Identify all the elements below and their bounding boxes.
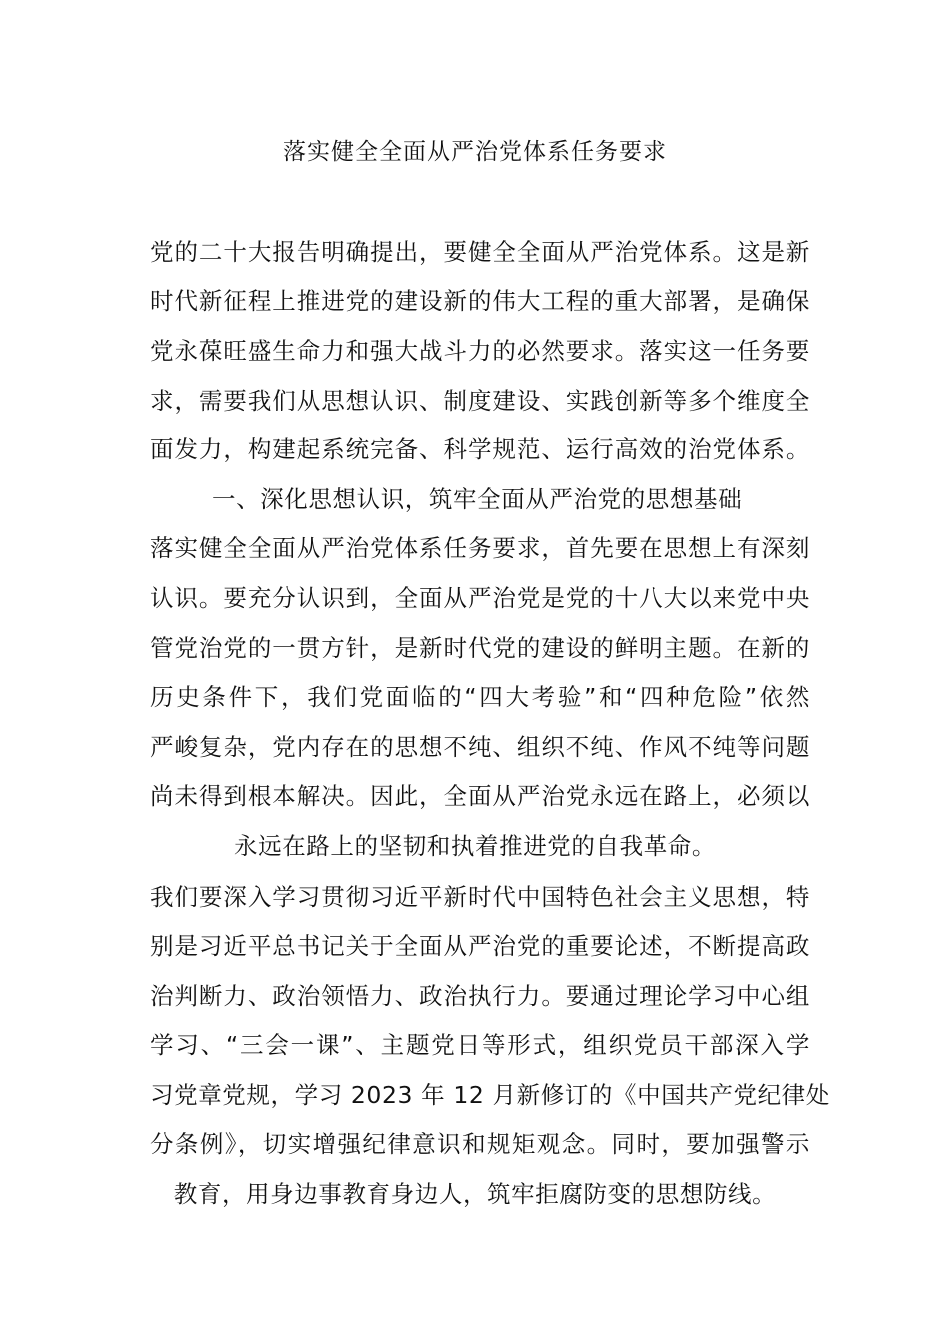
paragraph-line: 时代新征程上推进党的建设新的伟大工程的重大部署，是确保: [150, 287, 810, 315]
paragraph-line: 认识。要充分认识到，全面从严治党是党的十八大以来党中央: [150, 584, 810, 612]
paragraph-line: 面发力，构建起系统完备、科学规范、运行高效的治党体系。: [150, 435, 810, 463]
paragraph-line: 党永葆旺盛生命力和强大战斗力的必然要求。落实这一任务要: [150, 337, 810, 365]
section-heading: 一、深化思想认识，筑牢全面从严治党的思想基础: [212, 485, 743, 513]
paragraph-line: 党的二十大报告明确提出，要健全全面从严治党体系。这是新: [150, 238, 810, 266]
paragraph-line: 尚未得到根本解决。因此，全面从严治党永远在路上，必须以: [150, 782, 810, 810]
paragraph-line: 严峻复杂，党内存在的思想不纯、组织不纯、作风不纯等问题: [150, 733, 810, 761]
paragraph-line: 管党治党的一贯方针，是新时代党的建设的鲜明主题。在新的: [150, 634, 810, 662]
paragraph-line: 习党章党规，学习 2023 年 12 月新修订的《中国共产党纪律处: [150, 1081, 830, 1109]
paragraph-line: 教育，用身边事教育身边人，筑牢拒腐防变的思想防线。: [173, 1180, 777, 1208]
paragraph-line: 求，需要我们从思想认识、制度建设、实践创新等多个维度全: [150, 387, 810, 415]
paragraph-line: 学习、“三会一课”、主题党日等形式，组织党员干部深入学: [150, 1031, 810, 1059]
paragraph-line: 落实健全全面从严治党体系任务要求，首先要在思想上有深刻: [150, 534, 810, 562]
paragraph-line: 治判断力、政治领悟力、政治执行力。要通过理论学习中心组: [150, 982, 810, 1010]
paragraph-line: 分条例》，切实增强纪律意识和规矩观念。同时，要加强警示: [150, 1130, 810, 1158]
paragraph-line: 永远在路上的坚韧和执着推进党的自我革命。: [234, 832, 716, 860]
paragraph-line: 别是习近平总书记关于全面从严治党的重要论述，不断提高政: [150, 932, 810, 960]
paragraph-line: 我们要深入学习贯彻习近平新时代中国特色社会主义思想，特: [150, 883, 810, 911]
document-title: 落实健全全面从严治党体系任务要求: [283, 139, 667, 165]
paragraph-line: 历史条件下，我们党面临的“四大考验”和“四种危险”依然: [150, 683, 810, 711]
